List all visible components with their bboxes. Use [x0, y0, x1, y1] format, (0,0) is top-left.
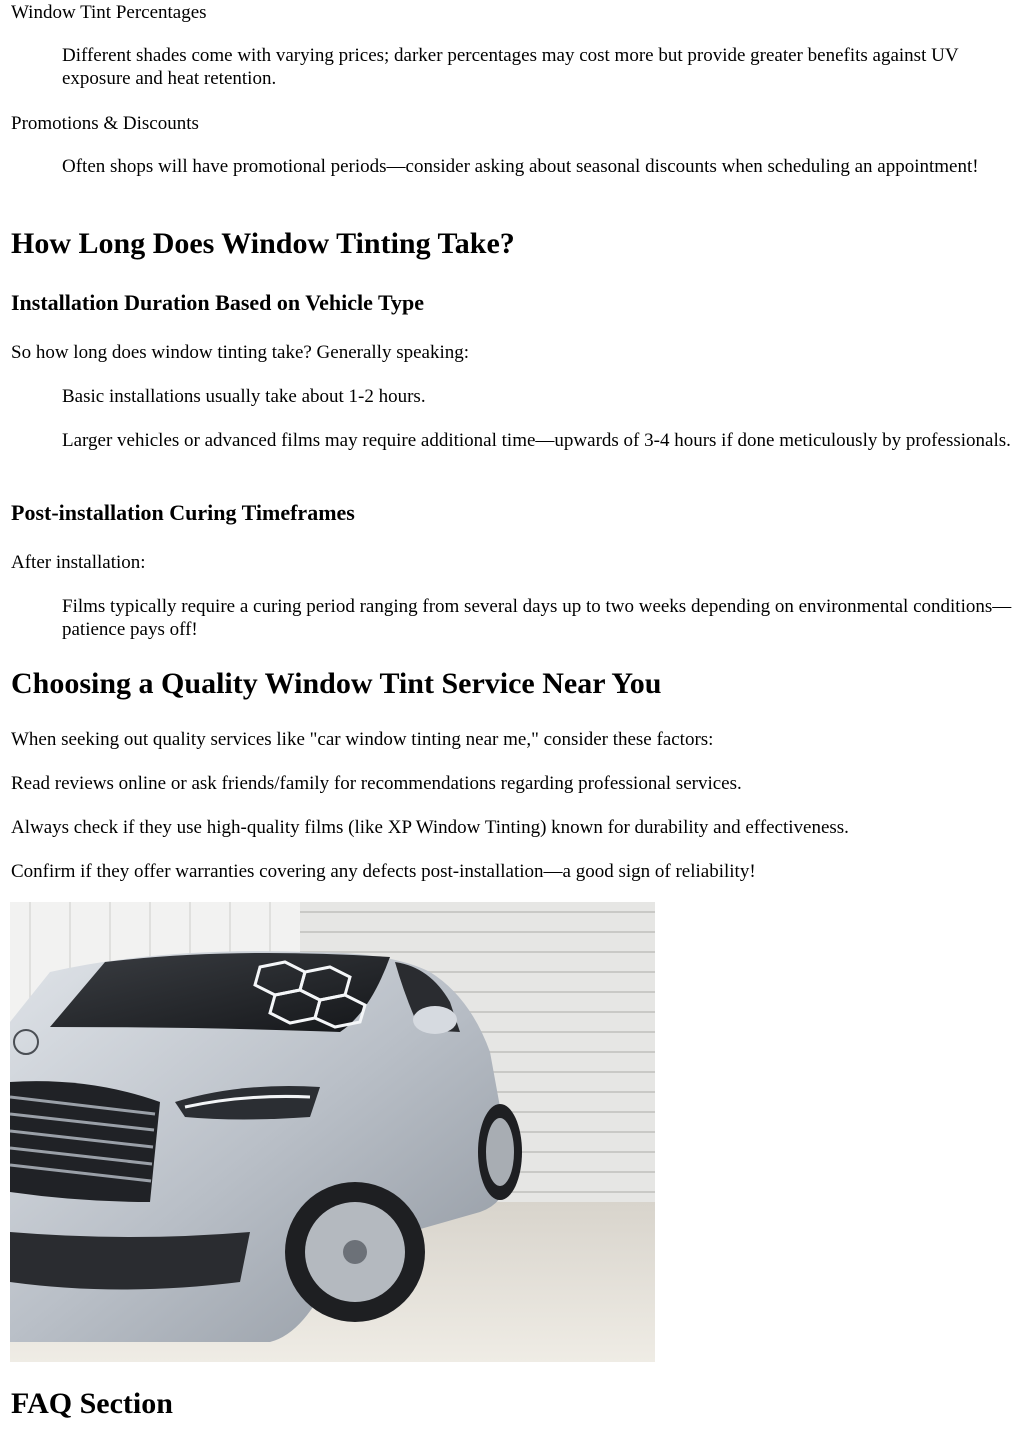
heading-faq-section: FAQ Section — [11, 1387, 173, 1420]
heading-choosing-service: Choosing a Quality Window Tint Service Near You — [11, 667, 662, 700]
heading-how-long: How Long Does Window Tinting Take? — [11, 227, 515, 260]
heading-installation-duration: Installation Duration Based on Vehicle Type — [11, 290, 424, 315]
paragraph-check-films: Always check if they use high-quality films (like XP Window Tinting) known for durability and effectiveness. — [11, 817, 849, 838]
paragraph-after-installation: After installation: — [11, 552, 146, 573]
description-basic-installations: Basic installations usually take about 1-2 hours. — [62, 386, 426, 407]
car-photo — [10, 902, 655, 1362]
paragraph-confirm-warranties: Confirm if they offer warranties covering any defects post-installation—a good sign of reliability! — [11, 861, 756, 882]
description-films-curing: Films typically require a curing period ranging from several days up to two weeks depending on environmental conditions—patience pays off! — [62, 596, 1012, 640]
description-window-tint-percentages: Different shades come with varying prices; darker percentages may cost more but provide greater benefits against UV exposure and heat retention. — [62, 45, 959, 89]
term-window-tint-percentages: Window Tint Percentages — [11, 2, 207, 23]
description-promotions-discounts: Often shops will have promotional periods—consider asking about seasonal discounts when scheduling an appointment! — [62, 156, 979, 177]
term-promotions-discounts: Promotions & Discounts — [11, 113, 199, 134]
paragraph-seeking-services: When seeking out quality services like "car window tinting near me," consider these factors: — [11, 729, 714, 750]
paragraph-read-reviews: Read reviews online or ask friends/family for recommendations regarding professional services. — [11, 773, 742, 794]
heading-curing-timeframes: Post-installation Curing Timeframes — [11, 500, 355, 525]
description-larger-vehicles: Larger vehicles or advanced films may require additional time—upwards of 3-4 hours if done meticulously by professionals. — [62, 430, 1011, 451]
paragraph-install-intro: So how long does window tinting take? Generally speaking: — [11, 342, 470, 363]
